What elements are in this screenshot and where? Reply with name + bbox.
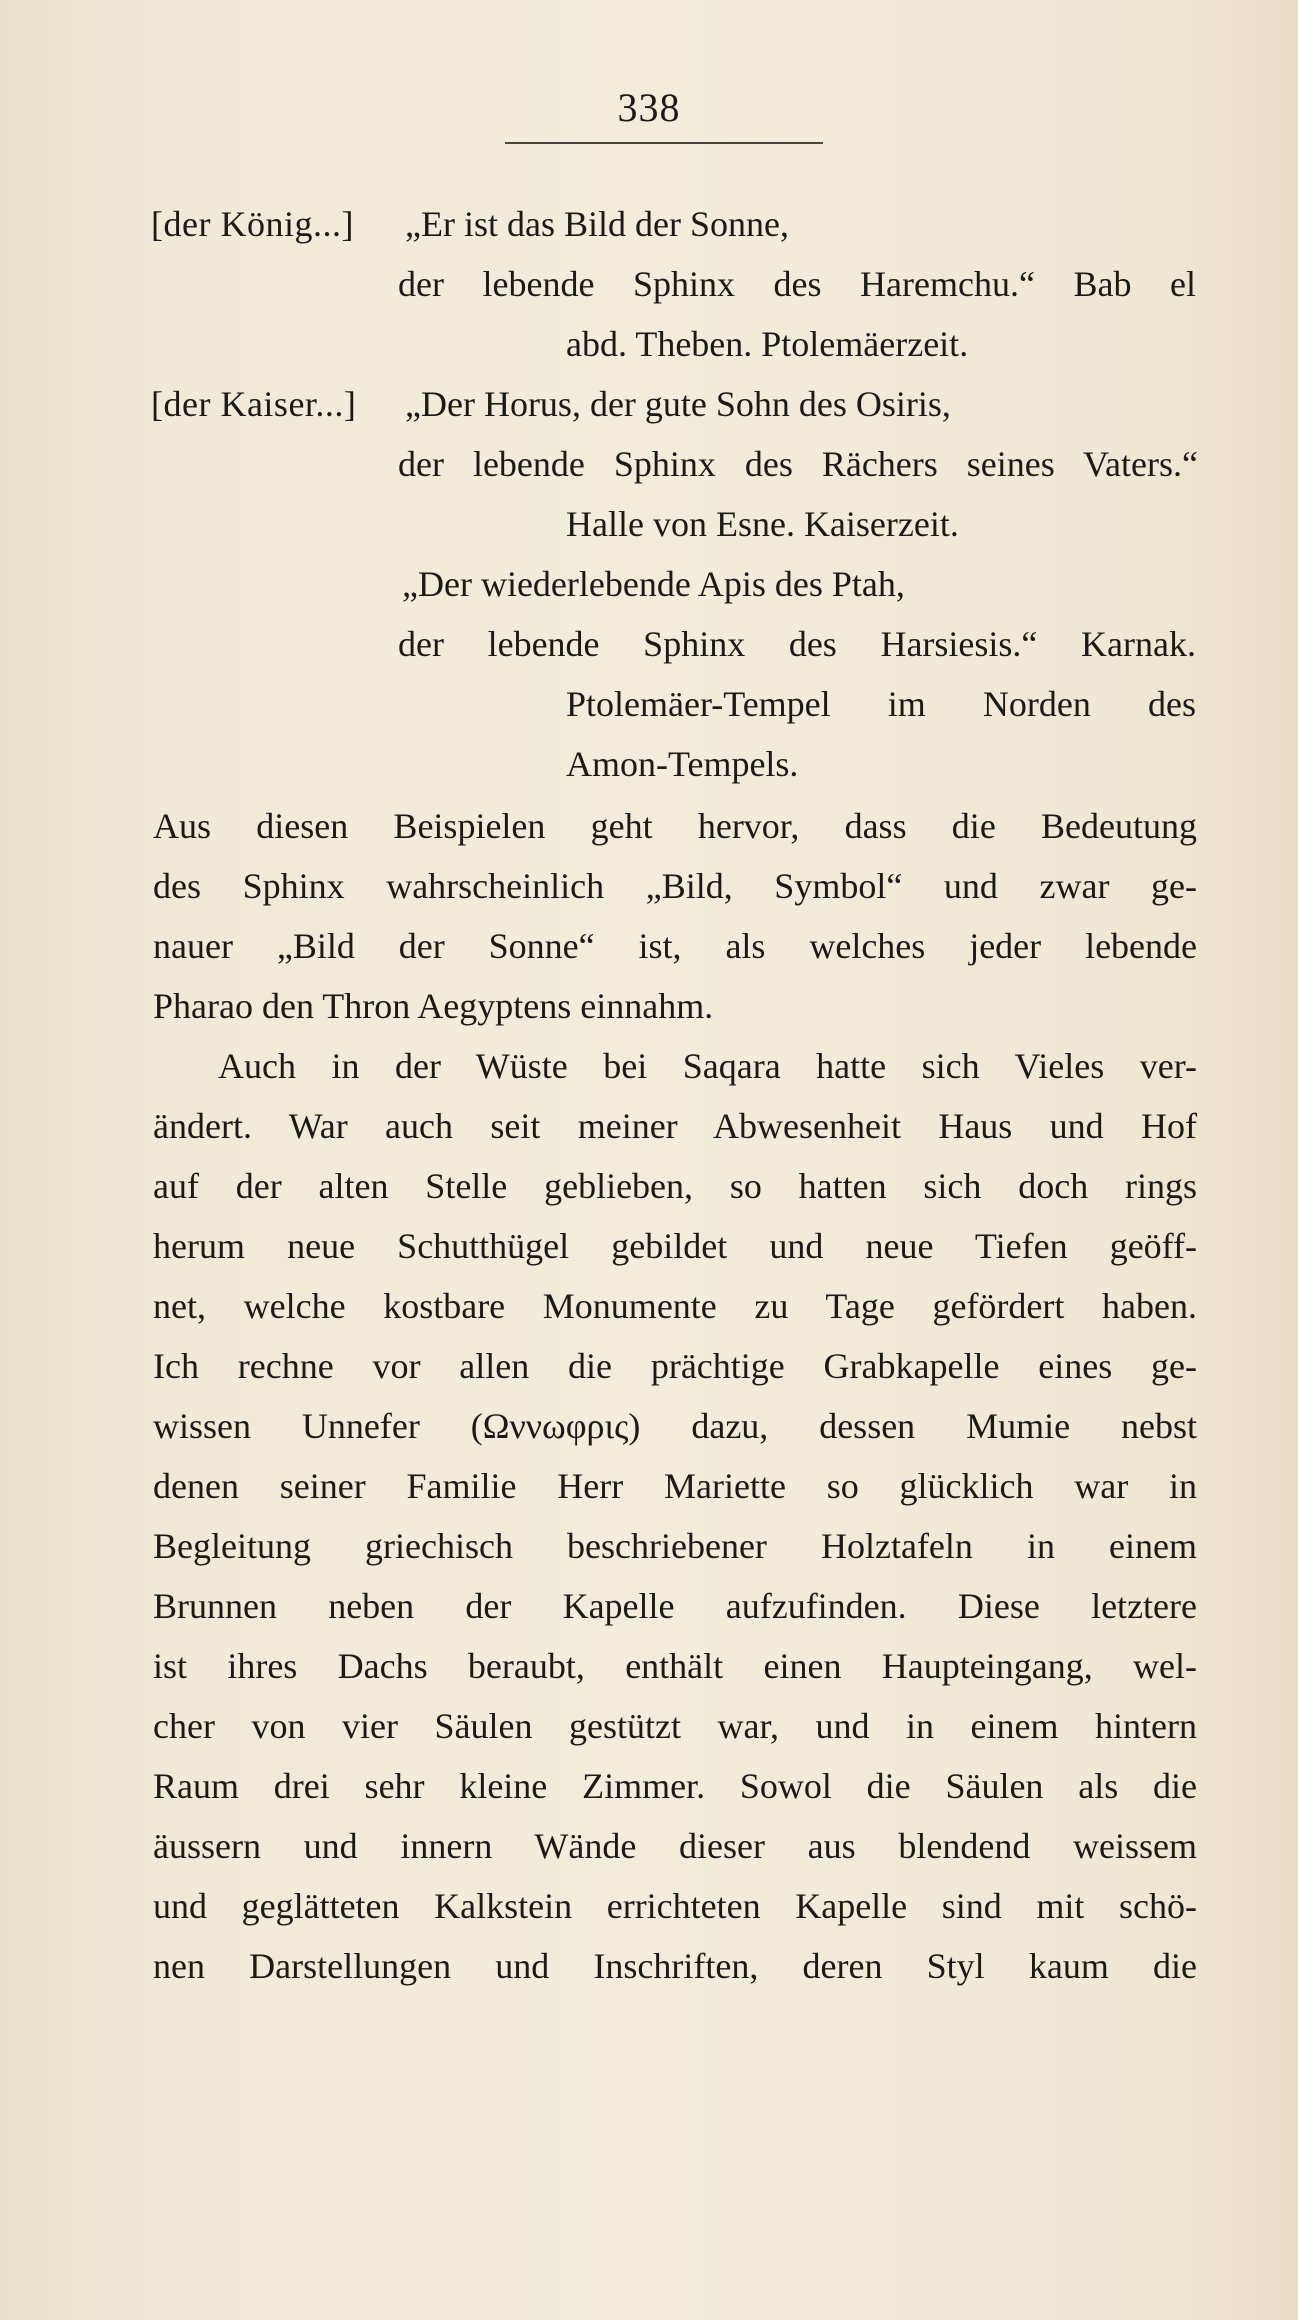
quote-2-line-3: Halle von Esne. Kaiserzeit. <box>566 504 959 544</box>
paragraph-2-line-2: ändert. War auch seit meiner Abwesenheit Haus und Hof <box>153 1106 1197 1146</box>
quote-2-line-1: „Der Horus, der gute Sohn des Osiris, <box>405 384 951 424</box>
paragraph-2-line-13: Raum drei sehr kleine Zimmer. Sowol die Säulen als die <box>153 1766 1197 1806</box>
paragraph-2-line-5: net, welche kostbare Monumente zu Tage gefördert haben. <box>153 1286 1197 1326</box>
paragraph-1-line-2: des Sphinx wahrscheinlich „Bild, Symbol“ und zwar ge- <box>153 866 1197 906</box>
paragraph-1-line-1: Aus diesen Beispielen geht hervor, dass die Bedeutung <box>153 806 1197 846</box>
page-number: 338 <box>617 85 681 130</box>
paragraph-2-line-16: nen Darstellungen und Inschriften, deren Styl kaum die <box>153 1946 1197 1986</box>
quote-2-label: [der Kaiser...] <box>151 384 357 424</box>
quote-2-line-2: der lebende Sphinx des Rächers seines Vaters.“ <box>398 444 1198 484</box>
paragraph-2-line-15: und geglätteten Kalkstein errichteten Kapelle sind mit schö- <box>153 1886 1197 1926</box>
quote-1-line-3: abd. Theben. Ptolemäerzeit. <box>566 324 969 364</box>
paragraph-2-line-10: Brunnen neben der Kapelle aufzufinden. Diese letztere <box>153 1586 1197 1626</box>
quote-3-line-1: „Der wiederlebende Apis des Ptah, <box>402 564 905 604</box>
quote-3-line-4: Amon-Tempels. <box>566 744 799 784</box>
paragraph-2-line-11: ist ihres Dachs beraubt, enthält einen Haupteingang, wel- <box>153 1646 1197 1686</box>
header-rule <box>505 142 823 144</box>
paragraph-2-line-8: denen seiner Familie Herr Mariette so glücklich war in <box>153 1466 1197 1506</box>
paragraph-2-line-14: äussern und innern Wände dieser aus blendend weissem <box>153 1826 1197 1866</box>
paragraph-2-line-7: wissen Unnefer (Ωννωφρις) dazu, dessen Mumie nebst <box>153 1406 1197 1446</box>
paragraph-2-line-12: cher von vier Säulen gestützt war, und in einem hintern <box>153 1706 1197 1746</box>
paragraph-2-line-3: auf der alten Stelle geblieben, so hatten sich doch rings <box>153 1166 1197 1206</box>
paragraph-2-line-6: Ich rechne vor allen die prächtige Grabkapelle eines ge- <box>153 1346 1197 1386</box>
quote-1-line-1: „Er ist das Bild der Sonne, <box>405 204 789 244</box>
paragraph-2-line-9: Begleitung griechisch beschriebener Holztafeln in einem <box>153 1526 1197 1566</box>
quote-1-label: [der König...] <box>151 204 354 244</box>
quote-3-line-2: der lebende Sphinx des Harsiesis.“ Karnak. <box>398 624 1196 664</box>
quote-3-line-3: Ptolemäer-Tempel im Norden des <box>566 684 1196 724</box>
paragraph-2-line-4: herum neue Schutthügel gebildet und neue Tiefen geöff- <box>153 1226 1197 1266</box>
paragraph-1-line-4: Pharao den Thron Aegyptens einnahm. <box>153 986 714 1026</box>
paragraph-1-line-3: nauer „Bild der Sonne“ ist, als welches jeder lebende <box>153 926 1197 966</box>
quote-1-line-2: der lebende Sphinx des Haremchu.“ Bab el <box>398 264 1196 304</box>
paragraph-2-line-1: Auch in der Wüste bei Saqara hatte sich Vieles ver- <box>218 1046 1197 1086</box>
